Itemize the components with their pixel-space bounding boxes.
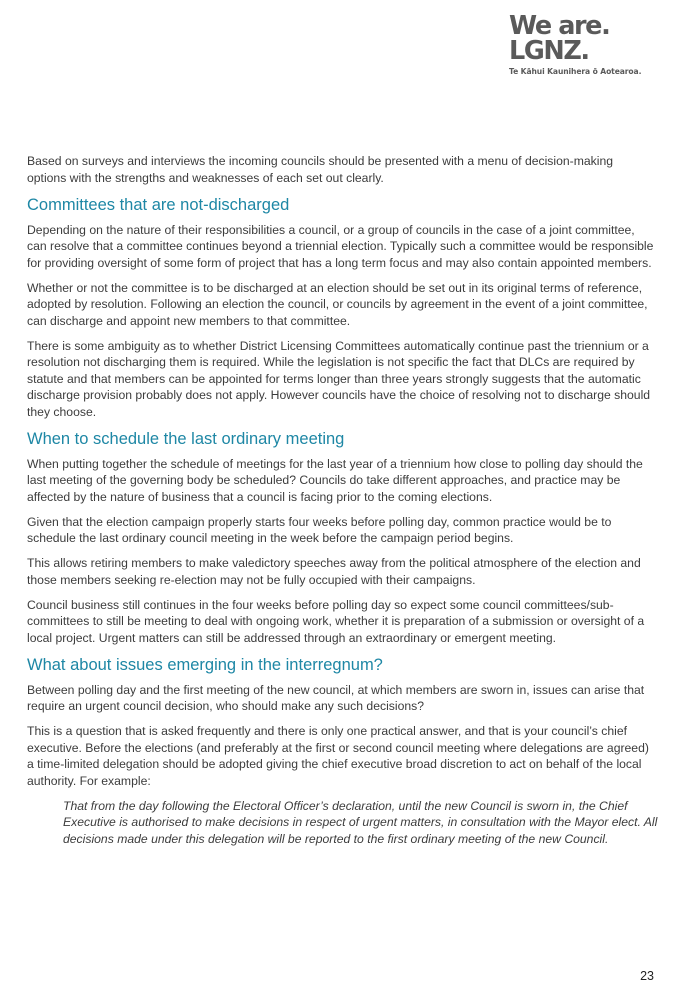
paragraph: Whether or not the committee is to be discharged at an election should be set out in its original terms of reference, adopted by resolution. Following an election the council, or councils by agreement in the event of a joint committee, can discharge and appoint new members to that committee. [27,280,648,328]
paragraph: There is some ambiguity as to whether District Licensing Committees automatically continue past the triennium or a resolution not discharging them is required. While the legislation is not specific the fact that DLCs are required by statute and that members can be appointed for terms longer than three years strongly suggests that the automatic discharge provision probably does not apply. However councils have the choice of resolving not to discharge should they choose. [27,338,651,419]
paragraph: Council business still continues in the four weeks before polling day so expect some council committees/sub-committees to still be meeting to deal with ongoing work, whether it is preparation of a submission or oversight of a local project. Urgent matters can still be addressed through an extraordinary or emergent meeting. [27,597,645,645]
lgnz-logo [509,11,669,76]
page-number: 23 [640,969,654,983]
logo-line-1: We are. [509,11,610,41]
section-heading-last-meeting: When to schedule the last ordinary meeting [27,429,345,448]
paragraph: Between polling day and the first meeting of the new council, at which members are sworn in, issues can arise that require an urgent council decision, who should make any such decisions? [27,682,645,713]
paragraph: Depending on the nature of their responsibilities a council, or a group of councils in the case of a joint committee, can resolve that a committee continues beyond a triennial election. Typically such a committee would be responsible for providing oversight of some form of project that has a long term focus and may also contain appointed members. [27,222,654,270]
logo-tagline: Te Kāhui Kaunihera ō Aotearoa. [509,67,642,76]
section-heading-committees: Committees that are not-discharged [27,195,290,214]
paragraph: When putting together the schedule of meetings for the last year of a triennium how close to polling day should the last meeting of the governing body be scheduled? Councils do take different approaches, and practice may be affected by the nature of business that a council is facing prior to the coming elections. [27,456,643,504]
intro-paragraph: Based on surveys and interviews the incoming councils should be presented with a menu of decision-making options with the strengths and weaknesses of each set out clearly. [27,154,613,185]
section-heading-interregnum: What about issues emerging in the interregnum? [27,655,383,674]
logo-line-2: LGNZ. [509,36,589,66]
paragraph: This is a question that is asked frequently and there is only one practical answer, and that is your council’s chief executive. Before the elections (and preferably at the first or second council meeting where delegations are agreed) a time-limited delegation should be adopted giving the chief executive broad discretion to act on behalf of the local authority. For example: [27,724,649,788]
document-body [27,153,658,847]
delegation-quote: That from the day following the Electoral Officer’s declaration, until the new Council is sworn in, the Chief Executive is authorised to make decisions in respect of urgent matters, in consultation with the Mayor elect. All decisions made under this delegation will be reported to the first ordinary meeting of the new Council. [63,798,658,846]
paragraph: This allows retiring members to make valedictory speeches away from the political atmosphere of the election and those members seeking re-election may not be fully occupied with their campaigns. [27,556,641,587]
paragraph: Given that the election campaign properly starts four weeks before polling day, common practice would be to schedule the last ordinary council meeting in the week before the campaign period begins. [27,514,612,545]
